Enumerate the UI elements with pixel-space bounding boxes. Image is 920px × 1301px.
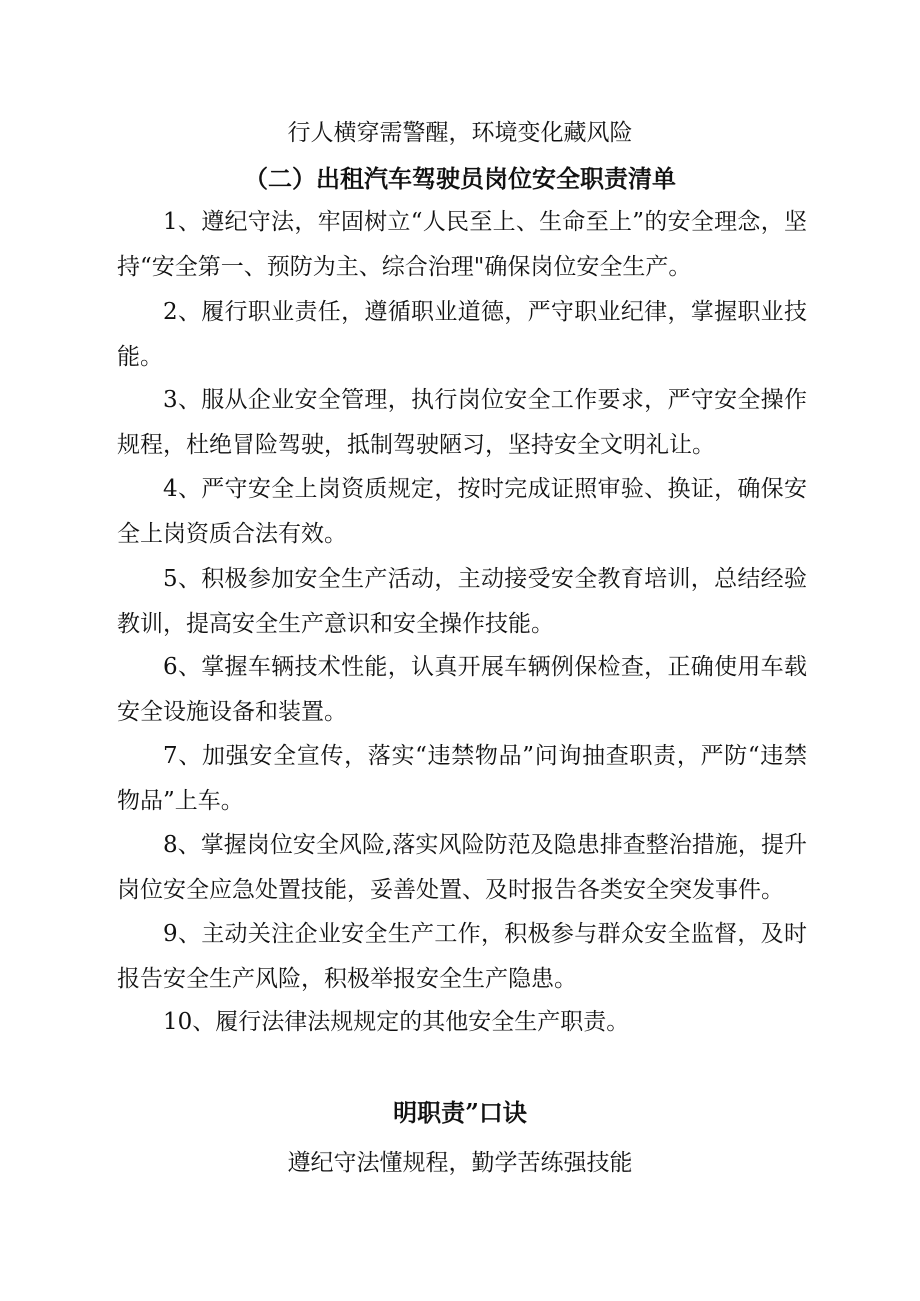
list-item: 6、掌握车辆技术性能，认真开展车辆例保检查，正确使用车载安全设施设备和装置。 (117, 654, 807, 725)
header-verse: 行人横穿需警醒，环境变化藏风险 (287, 120, 633, 146)
list-item: 9、主动关注企业安全生产工作，积极参与群众安全监督，及时报告安全生产风险，积极举报安全生产隐患。 (117, 921, 807, 992)
slogan-line: 遵纪守法懂规程，勤学苦练强技能 (287, 1150, 633, 1176)
list-item: 3、服从企业安全管理，执行岗位安全工作要求，严守安全操作规程，杜绝冒险驾驶，抵制驾驶陋习，坚持安全文明礼让。 (117, 387, 807, 458)
list-item: 7、加强安全宣传，落实“违禁物品”问询抽查职责，严防“违禁物品”上车。 (117, 743, 807, 814)
section-title: （二）出租汽车驾驶员岗位安全职责清单 (244, 164, 676, 193)
list-item: 4、严守安全上岗资质规定，按时完成证照审验、换证，确保安全上岗资质合法有效。 (117, 476, 807, 547)
list-item: 8、掌握岗位安全风险,落实风险防范及隐患排查整治措施，提升岗位安全应急处置技能，妥善处置、及时报告各类安全突发事件。 (117, 832, 807, 903)
slogan-title: 明职责”口诀 (393, 1098, 527, 1127)
list-item: 1、遵纪守法，牢固树立“人民至上、生命至上”的安全理念，坚持“安全第一、预防为主、综合治理"确保岗位安全生产。 (117, 209, 807, 280)
list-item: 10、履行法律法规规定的其他安全生产职责。 (163, 1009, 630, 1035)
list-item: 5、积极参加安全生产活动，主动接受安全教育培训，总结经验教训，提高安全生产意识和安全操作技能。 (117, 566, 807, 637)
list-item: 2、履行职业责任，遵循职业道德，严守职业纪律，掌握职业技能。 (117, 299, 807, 370)
